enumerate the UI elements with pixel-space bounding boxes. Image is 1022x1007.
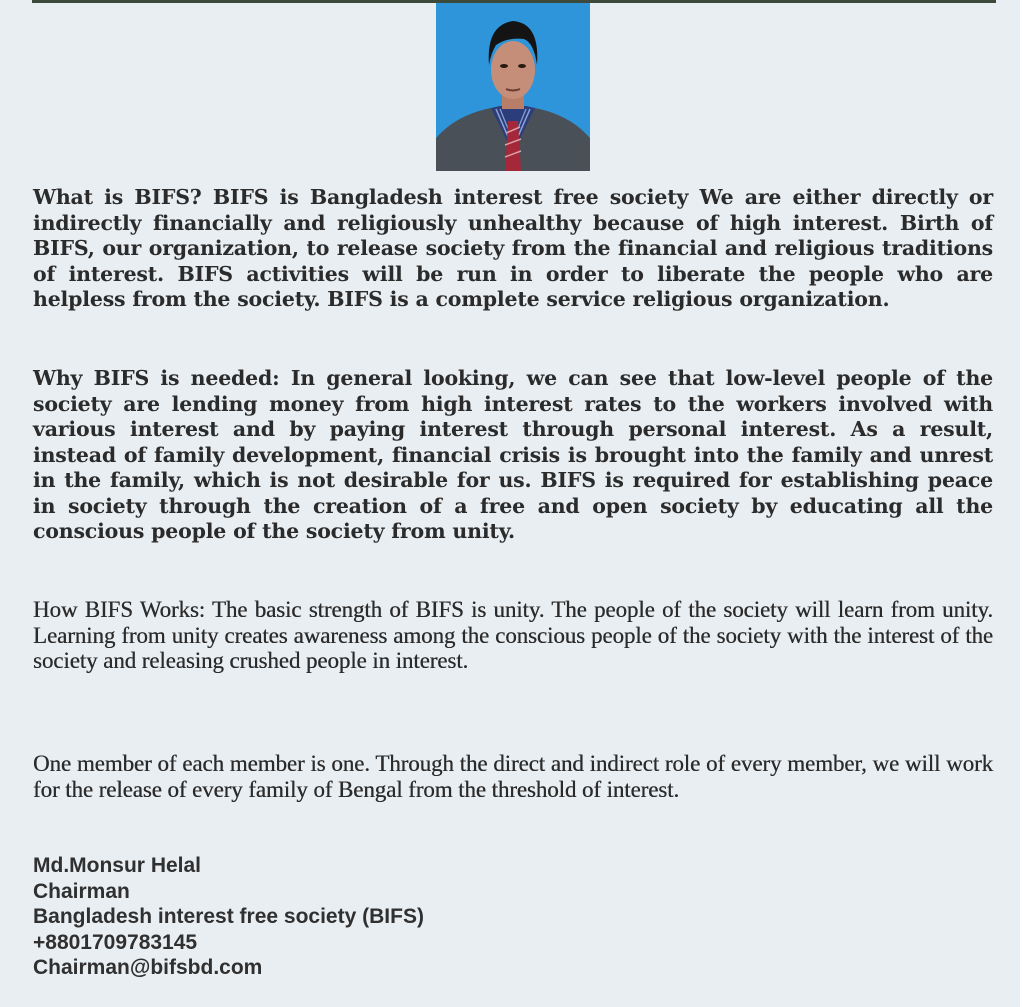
signature-email: Chairman@bifsbd.com	[33, 956, 263, 979]
signature-block	[33, 853, 424, 981]
paragraph-how-bifs-works: How BIFS Works: The basic strength of BIFS is unity. The people of the society will learn from unity. Learning from unity creates awareness among the conscious people of the society with the interest of the society and releasing crushed people in interest.	[33, 597, 993, 673]
paragraph-what-is-bifs: What is BIFS? BIFS is Bangladesh interest free society We are either directly or indirectly financially and religiously unhealthy because of high interest. Birth of BIFS, our organization, to release society from the financial and religious traditions of interest. BIFS activities will be run in order to liberate the people who are helpless from the society. BIFS is a complete service religious organization.	[33, 185, 993, 311]
portrait-photo	[436, 3, 590, 171]
person-portrait-icon	[436, 3, 590, 171]
paragraph-member-role: One member of each member is one. Through the direct and indirect role of every member, we will work for the release of every family of Bengal from the threshold of interest.	[33, 751, 993, 802]
signature-name: Md.Monsur Helal	[33, 854, 202, 877]
signature-phone: +8801709783145	[33, 930, 198, 954]
signature-title: Chairman	[33, 879, 130, 903]
paragraph-why-bifs-needed: Why BIFS is needed: In general looking, we can see that low-level people of the society are lending money from high interest rates to the workers involved with various interest and by paying interest through personal interest. As a result, instead of family development, financial crisis is brought into the family and unrest in the family, which is not desirable for us. BIFS is required for establishing peace in society through the creation of a free and open society by educating all the conscious people of the society from unity.	[33, 366, 993, 543]
signature-organization: Bangladesh interest free society (BIFS)	[33, 905, 424, 928]
